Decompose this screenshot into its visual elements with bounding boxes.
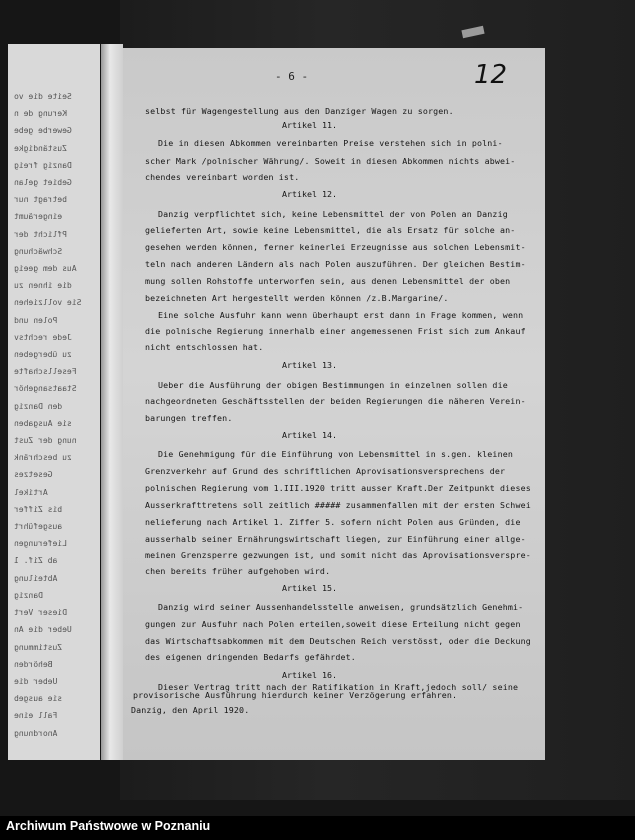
facing-page-line: Gesetzes	[14, 470, 53, 480]
article-heading: Artikel 13.	[282, 360, 337, 370]
body-line: polnischen Regierung vom 1.III.1920 tritt ausser Kraft.Der Zeitpunkt dieses	[145, 483, 531, 493]
facing-page-line: Ueber die An	[14, 625, 72, 635]
archive-credit: Archiwum Państwowe w Poznaniu	[6, 819, 211, 833]
archive-footer	[0, 816, 635, 840]
article-heading: Artikel 14.	[282, 430, 337, 440]
body-line: nachgeordneten Geschäftsstellen der beiden Regierungen die näheren Verein-	[145, 396, 526, 406]
facing-page-line: Danzig	[14, 590, 43, 600]
facing-page-line: sie ausgeb	[14, 694, 63, 704]
facing-page-line: Abteilung	[14, 573, 58, 583]
facing-page-line: Aus dem geeig	[14, 264, 77, 274]
facing-page-line: Artikel	[14, 487, 48, 497]
facing-page-line: zu beschränk	[14, 453, 72, 463]
facing-page-line: Sie vollziehen	[14, 298, 82, 308]
facing-page-line: Zuständigke	[14, 143, 67, 153]
article-heading: Artikel 12.	[282, 189, 337, 199]
facing-page-line: Polen und	[14, 315, 58, 325]
body-line: Danzig, den April 1920.	[131, 705, 250, 715]
facing-page-line: Danzig freig	[14, 160, 72, 170]
facing-page-line: Behörden	[14, 659, 53, 669]
body-line: gesehen werden können, ferner keinerlei Erzeugnisse aus solchen Lebensmit-	[145, 242, 526, 252]
body-line: bezeichneten Art hergestellt werden können /z.B.Margarine/.	[145, 293, 449, 303]
article-heading: Artikel 16.	[282, 670, 337, 680]
body-line: Die in diesen Abkommen vereinbarten Preise verstehen sich in polni-	[158, 138, 503, 148]
facing-page-line: den Danzig	[14, 401, 63, 411]
facing-page-line: die ihnen zu	[14, 281, 72, 291]
body-line: ausserhalb seiner Ernährungswirtschaft liegen, zur Einführung einer allge-	[145, 534, 526, 544]
facing-page-line: ausgeführt	[14, 522, 63, 532]
article-heading: Artikel 11.	[282, 120, 337, 130]
facing-page-line: Zustimmung	[14, 642, 63, 652]
facing-page-line: sie Ausgaben	[14, 418, 72, 428]
body-line: gungen zur Ausfuhr nach Polen erteilen,soweit diese Erteilung nicht gegen	[145, 619, 521, 629]
body-line: chendes vereinbart worden ist.	[145, 172, 300, 182]
facing-page-line: Ueber die	[14, 676, 58, 686]
body-line: die polnische Regierung innerhalb einer angemessenen Frist sich zum Ankauf	[145, 326, 526, 336]
facing-page-line: Seite die vo	[14, 92, 72, 101]
facing-page-line: Gewerbe gebe	[14, 126, 72, 136]
page-number: - 6 -	[275, 70, 309, 83]
body-line: chen bereits früher aufgehoben wird.	[145, 566, 331, 576]
body-line: Danzig verpflichtet sich, keine Lebensmittel der von Polen an Danzig	[158, 209, 508, 219]
facing-page-line: Gebiet gelan	[14, 178, 72, 188]
body-line: barungen treffen.	[145, 413, 233, 423]
article-heading: Artikel 15.	[282, 583, 337, 593]
body-line: mung sollen Rohstoffe unterworfen sein, aus denen Lebensmittel der oben	[145, 276, 511, 286]
facing-page-line: Fesellschafte	[14, 367, 77, 377]
body-line: Eine solche Ausfuhr kann wenn überhaupt erst dann in Frage kommen, wenn	[158, 310, 524, 320]
body-line: Ueber die Ausführung der obigen Bestimmungen in einzelnen sollen die	[158, 380, 508, 390]
facing-page-line: Dieser Vert	[14, 608, 67, 618]
facing-page-line: Schwächung	[14, 246, 63, 256]
body-line: des eigenen dringenden Bedarfs gefährdet.	[145, 652, 356, 662]
facing-page-line: Pflicht der	[14, 229, 67, 239]
facing-page-line: ab Zif. 1	[14, 556, 58, 566]
body-line: nicht entschlossen hat.	[145, 342, 264, 352]
body-line: das Wirtschaftsabkommen mit dem Deutschen Reich verstösst, oder die Deckung	[145, 636, 531, 646]
facing-page-mirrored	[8, 44, 100, 760]
facing-page-line: nung der Zust	[14, 436, 77, 446]
facing-page-line: Lieferungen	[14, 539, 67, 549]
facing-page-text	[14, 88, 94, 742]
body-line: gelieferten Art, sowie keine Lebensmittel, die als Ersatz für solche an-	[145, 225, 516, 235]
body-line: selbst für Wagengestellung aus den Danziger Wagen zu sorgen.	[145, 106, 454, 116]
facing-page-line: Anordnung	[14, 728, 58, 738]
facing-page-line: betragt nur	[14, 195, 67, 205]
body-line: Grenzverkehr auf Grund des schriftlichen Aprovisationsversprechens der	[145, 466, 506, 476]
body-line: Dieser Vertrag tritt nach der Ratifikation in Kraft,jedoch soll/ seine	[158, 682, 519, 692]
body-line: nelieferung nach Artikel 1. Ziffer 5. sofern nicht Polen aus Gründen, die	[145, 517, 521, 527]
facing-page-line: Fall eine	[14, 711, 58, 721]
binding-strip	[101, 44, 123, 760]
facing-page-line: bis Ziffer	[14, 504, 63, 514]
body-line: provisorische Ausführung hierdurch keiner Verzögerung erfahren.	[133, 690, 458, 700]
body-line: Die Genehmigung für die Einführung von Lebensmittel in s.gen. kleinen	[158, 449, 514, 459]
body-line: teln nach anderen Ländern als nach Polen auszuführen. Der gleichen Bestim-	[145, 259, 526, 269]
body-line: scher Mark /polnischer Währung/. Soweit in diesen Abkommen nichts abwei-	[145, 156, 516, 166]
facing-page-line: Jede rechtsv	[14, 332, 72, 342]
facing-page-line: zu übergeben	[14, 350, 72, 360]
facing-page-line: eingeräumt	[14, 212, 63, 222]
facing-page-line: Kerung de n	[14, 109, 67, 119]
body-line: Ausserkrafttretens soll zeitlich ##### zusammenfallen mit der ersten Schwei	[145, 500, 531, 510]
handwritten-folio-number: 12	[474, 60, 508, 90]
facing-page-line: Staatsangehör	[14, 384, 77, 394]
body-line: meinen Grenzsperre gezwungen ist, und somit nicht das Aprovisationsverspre-	[145, 550, 531, 560]
body-line: Danzig wird seiner Aussenhandelsstelle anweisen, grundsätzlich Genehmi-	[158, 602, 524, 612]
